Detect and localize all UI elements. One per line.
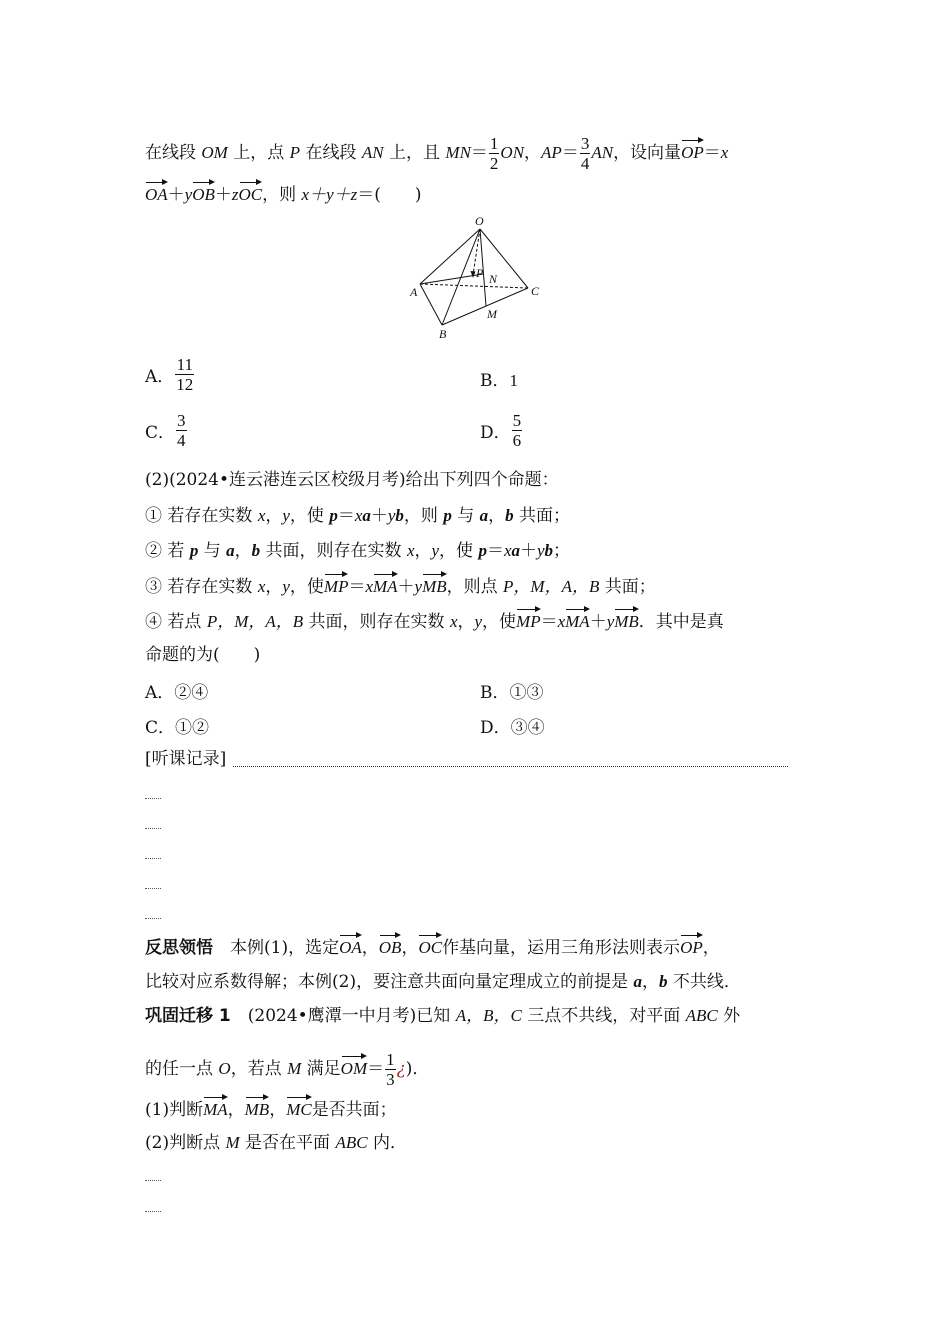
notes-blank-3[interactable] (145, 858, 161, 859)
numerator: 1 (386, 1050, 395, 1069)
vector-ma: MA (373, 573, 398, 599)
text: ，则 (403, 506, 444, 526)
comma: ， (265, 506, 283, 526)
q1-option-a (145, 355, 195, 394)
vector-mb: MB (245, 1096, 270, 1122)
denominator: 4 (177, 431, 186, 450)
var-x: x (720, 143, 729, 162)
q1-line1 (145, 134, 728, 173)
var-x: x (354, 506, 363, 525)
reflection-title: 反思领悟 (145, 938, 213, 958)
edge-oc (480, 229, 528, 288)
edge-ac-hidden (420, 284, 528, 288)
var-x: x (557, 612, 566, 631)
text: 共面，则存在实数 (303, 612, 450, 632)
q1-line2 (145, 181, 422, 207)
segment-on: ON (500, 143, 525, 162)
text: 在线段 (300, 143, 362, 163)
var-y: y (606, 612, 615, 631)
vector-om: OM (341, 1055, 367, 1081)
denominator: 6 (512, 431, 522, 450)
text: 上，点 (227, 143, 290, 163)
var-x: x (449, 612, 458, 631)
plane-abc: ABC (335, 1133, 368, 1152)
comma: ， (401, 938, 419, 958)
vec-a: a (226, 541, 235, 560)
equals: ＝ (470, 143, 488, 163)
text: ，若点 (230, 1059, 288, 1079)
vector-mb: MB (422, 573, 447, 599)
vec-p: p (329, 506, 338, 525)
fraction-11-12 (175, 355, 194, 394)
vec-a: a (633, 972, 642, 991)
comma: ， (414, 541, 432, 561)
denominator: 2 (489, 154, 499, 173)
option-label: B． (480, 371, 510, 391)
vector-mb: MB (614, 608, 639, 634)
vector-oc: OC (239, 181, 263, 207)
notes-label: [听课记录] (145, 749, 227, 769)
text: 本例(1)，选定 (213, 938, 340, 958)
text: 与 (451, 506, 480, 526)
text: 外 (717, 1006, 741, 1026)
vec-p: p (189, 541, 199, 560)
label-m: M (487, 307, 497, 321)
notes-blank-1[interactable] (145, 798, 161, 799)
var-x: x (503, 541, 512, 560)
reflection-line2 (145, 970, 741, 994)
text: 在线段 (145, 143, 202, 163)
vector-ma: MA (565, 608, 590, 634)
text: 比较对应系数得解；本例(2)，要注意共面向量定理成立的前提是 (145, 972, 634, 992)
q2-option-d: D．③④ (480, 718, 545, 738)
var-y: y (184, 185, 193, 204)
plus: ＋ (589, 612, 607, 632)
equals: ＝ (367, 1059, 385, 1079)
comma: ， (269, 1100, 287, 1120)
text: 是否共面； (311, 1100, 397, 1120)
var-y: y (387, 506, 396, 525)
vec-b: b (251, 541, 261, 560)
text: ④ 若点 (145, 612, 207, 632)
var-x: x (257, 506, 266, 525)
consolidate-line2 (145, 1050, 429, 1089)
vec-b: b (505, 506, 514, 525)
garbled-symbol: ¿ (396, 1059, 406, 1079)
answer-blank-2[interactable] (145, 1211, 161, 1212)
vector-oc: OC (418, 934, 442, 960)
plus: ＋ (397, 577, 415, 597)
q1-option-c (145, 411, 188, 450)
q2-option-a: A．②④ (145, 683, 209, 703)
text: (1)判断 (145, 1100, 204, 1120)
plus: ＋ (519, 541, 537, 561)
option-value: 1 (509, 371, 518, 390)
text: ，则 (262, 185, 302, 205)
vec-b: b (395, 506, 404, 525)
equals: ＝ (337, 506, 355, 526)
equals: ＝ (486, 541, 504, 561)
q2-option-c: C．①② (145, 718, 210, 738)
text: 是否在平面 (239, 1133, 336, 1153)
segment-an: AN (591, 143, 614, 162)
text: ； (553, 541, 571, 561)
text: 上，且 (383, 143, 446, 163)
vec-p: p (443, 506, 452, 525)
label-o: O (475, 214, 484, 228)
vector-oa: OA (339, 934, 362, 960)
text: 的任一点 (145, 1059, 219, 1079)
q2-proposition-2 (145, 539, 570, 563)
consolidate-line1 (145, 1004, 740, 1028)
text: 作基向量，运用三角形法则表示 (442, 938, 681, 958)
vector-ob: OB (379, 934, 402, 960)
var-y: y (536, 541, 545, 560)
var-y: y (414, 577, 423, 596)
text: ，使 (289, 506, 330, 526)
answer-blank-1[interactable] (145, 1180, 161, 1181)
notes-blank-2[interactable] (145, 828, 161, 829)
text: 与 (198, 541, 227, 561)
var-x: x (257, 577, 266, 596)
numerator: 1 (489, 134, 499, 153)
vector-ob: OB (192, 181, 215, 207)
q2-proposition-4-cont: 命题的为( ) (145, 645, 261, 665)
point-m: M (287, 1059, 302, 1078)
vector-mp: MP (516, 608, 541, 634)
points-list: P，M，A，B (206, 612, 304, 631)
vector-op: OP (680, 934, 703, 960)
denominator: 4 (580, 154, 590, 173)
option-label: A． (145, 367, 175, 387)
text: ，使 (482, 612, 517, 632)
option-label: D． (480, 423, 511, 443)
comma: ， (488, 506, 506, 526)
text: ，使 (289, 577, 324, 597)
text: 内． (367, 1133, 407, 1153)
numerator: 5 (512, 411, 522, 430)
q2-proposition-3 (145, 573, 656, 599)
vector-mp: MP (324, 573, 349, 599)
comma: ， (702, 938, 720, 958)
comma: ， (524, 143, 542, 163)
segment-ap: AP (541, 143, 562, 162)
var-y: y (431, 541, 440, 560)
notes-blank-5[interactable] (145, 918, 161, 919)
numerator: 11 (176, 355, 193, 374)
numerator: 3 (580, 134, 590, 153)
comma: ， (457, 612, 475, 632)
q2-proposition-4 (145, 608, 724, 634)
fraction-three-quarters (580, 134, 591, 173)
comma: ， (641, 972, 659, 992)
comma: ， (361, 938, 379, 958)
reflection-line1 (145, 934, 720, 960)
point-o: O (218, 1059, 231, 1078)
text: (2024•鹰潭一中月考)已知 (230, 1006, 456, 1026)
vector-mc: MC (286, 1096, 312, 1122)
equals: ＝ (703, 143, 721, 163)
q2-option-b: B．①③ (480, 683, 544, 703)
vec-b: b (658, 972, 668, 991)
var-y: y (474, 612, 483, 631)
segment-mn: MN (445, 143, 471, 162)
fraction-3-4 (176, 411, 187, 450)
point-m: M (225, 1133, 240, 1152)
fraction-one-third (385, 1050, 396, 1089)
fraction-one-half (489, 134, 500, 173)
numerator: 3 (177, 411, 186, 430)
q1-option-b (480, 366, 518, 391)
text: 不共线． (667, 972, 741, 992)
vector-oa: OA (145, 181, 168, 207)
comma: ， (234, 541, 252, 561)
comma: ， (227, 1100, 245, 1120)
vec-b: b (544, 541, 554, 560)
point-p: P (289, 143, 301, 162)
q2-intro: (2)(2024•连云港连云区校级月考)给出下列四个命题： (145, 470, 559, 490)
equals: ＝ (561, 143, 579, 163)
vector-ma: MA (203, 1096, 228, 1122)
tetrahedron-figure (400, 212, 560, 344)
plus: ＋ (370, 506, 388, 526)
comma: ， (265, 577, 283, 597)
fraction-5-6 (512, 411, 523, 450)
text: ．其中是真 (638, 612, 724, 632)
consolidate-q2 (145, 1131, 407, 1155)
text: ② 若 (145, 541, 190, 561)
text: 共面； (599, 577, 656, 597)
expression-sum: x＋y＋z (301, 185, 358, 204)
arrowhead-op (471, 271, 476, 278)
q2-proposition-1 (145, 504, 570, 528)
vec-a: a (479, 506, 489, 525)
denominator: 3 (386, 1070, 395, 1089)
text: )． (405, 1059, 430, 1079)
consolidate-q1 (145, 1096, 397, 1122)
segment-om: OM (201, 143, 228, 162)
text: (2)判断点 (145, 1133, 226, 1153)
label-n: N (489, 272, 498, 286)
plane-abc: ABC (685, 1006, 718, 1025)
segment-an: AN (361, 143, 384, 162)
answer-blank: ＝( ) (357, 185, 422, 205)
plus: ＋ (167, 185, 185, 205)
notes-line[interactable] (233, 766, 788, 767)
text: ① 若存在实数 (145, 506, 258, 526)
var-y: y (282, 577, 290, 596)
text: ，使 (439, 541, 479, 561)
option-label: C． (145, 423, 176, 443)
points-list: A，B，C (455, 1006, 522, 1025)
equals: ＝ (348, 577, 366, 597)
q1-option-d (480, 411, 523, 450)
equals: ＝ (540, 612, 558, 632)
text: 共面，则存在实数 (260, 541, 407, 561)
vec-a: a (362, 506, 371, 525)
consolidate-title: 巩固迁移 1 (145, 1006, 231, 1026)
text: 共面； (513, 506, 571, 526)
var-z: z (231, 185, 239, 204)
var-x: x (365, 577, 373, 596)
plus: ＋ (214, 185, 232, 205)
denominator: 12 (176, 375, 194, 394)
text: ，则点 (446, 577, 504, 597)
label-a: A (410, 285, 418, 299)
text: ，设向量 (613, 143, 682, 163)
label-p: P (476, 266, 484, 280)
edge-ab (420, 284, 442, 325)
text: 三点不共线，对平面 (521, 1006, 686, 1026)
text: 满足 (301, 1059, 341, 1079)
notes-blank-4[interactable] (145, 888, 161, 889)
vec-p: p (478, 541, 487, 560)
text: ③ 若存在实数 (145, 577, 258, 597)
label-c: C (531, 284, 540, 298)
vector-op: OP (681, 139, 704, 165)
vec-a: a (511, 541, 520, 560)
var-y: y (282, 506, 290, 525)
points-list: P，M，A，B (503, 577, 600, 596)
label-b: B (439, 327, 447, 341)
var-x: x (406, 541, 415, 560)
